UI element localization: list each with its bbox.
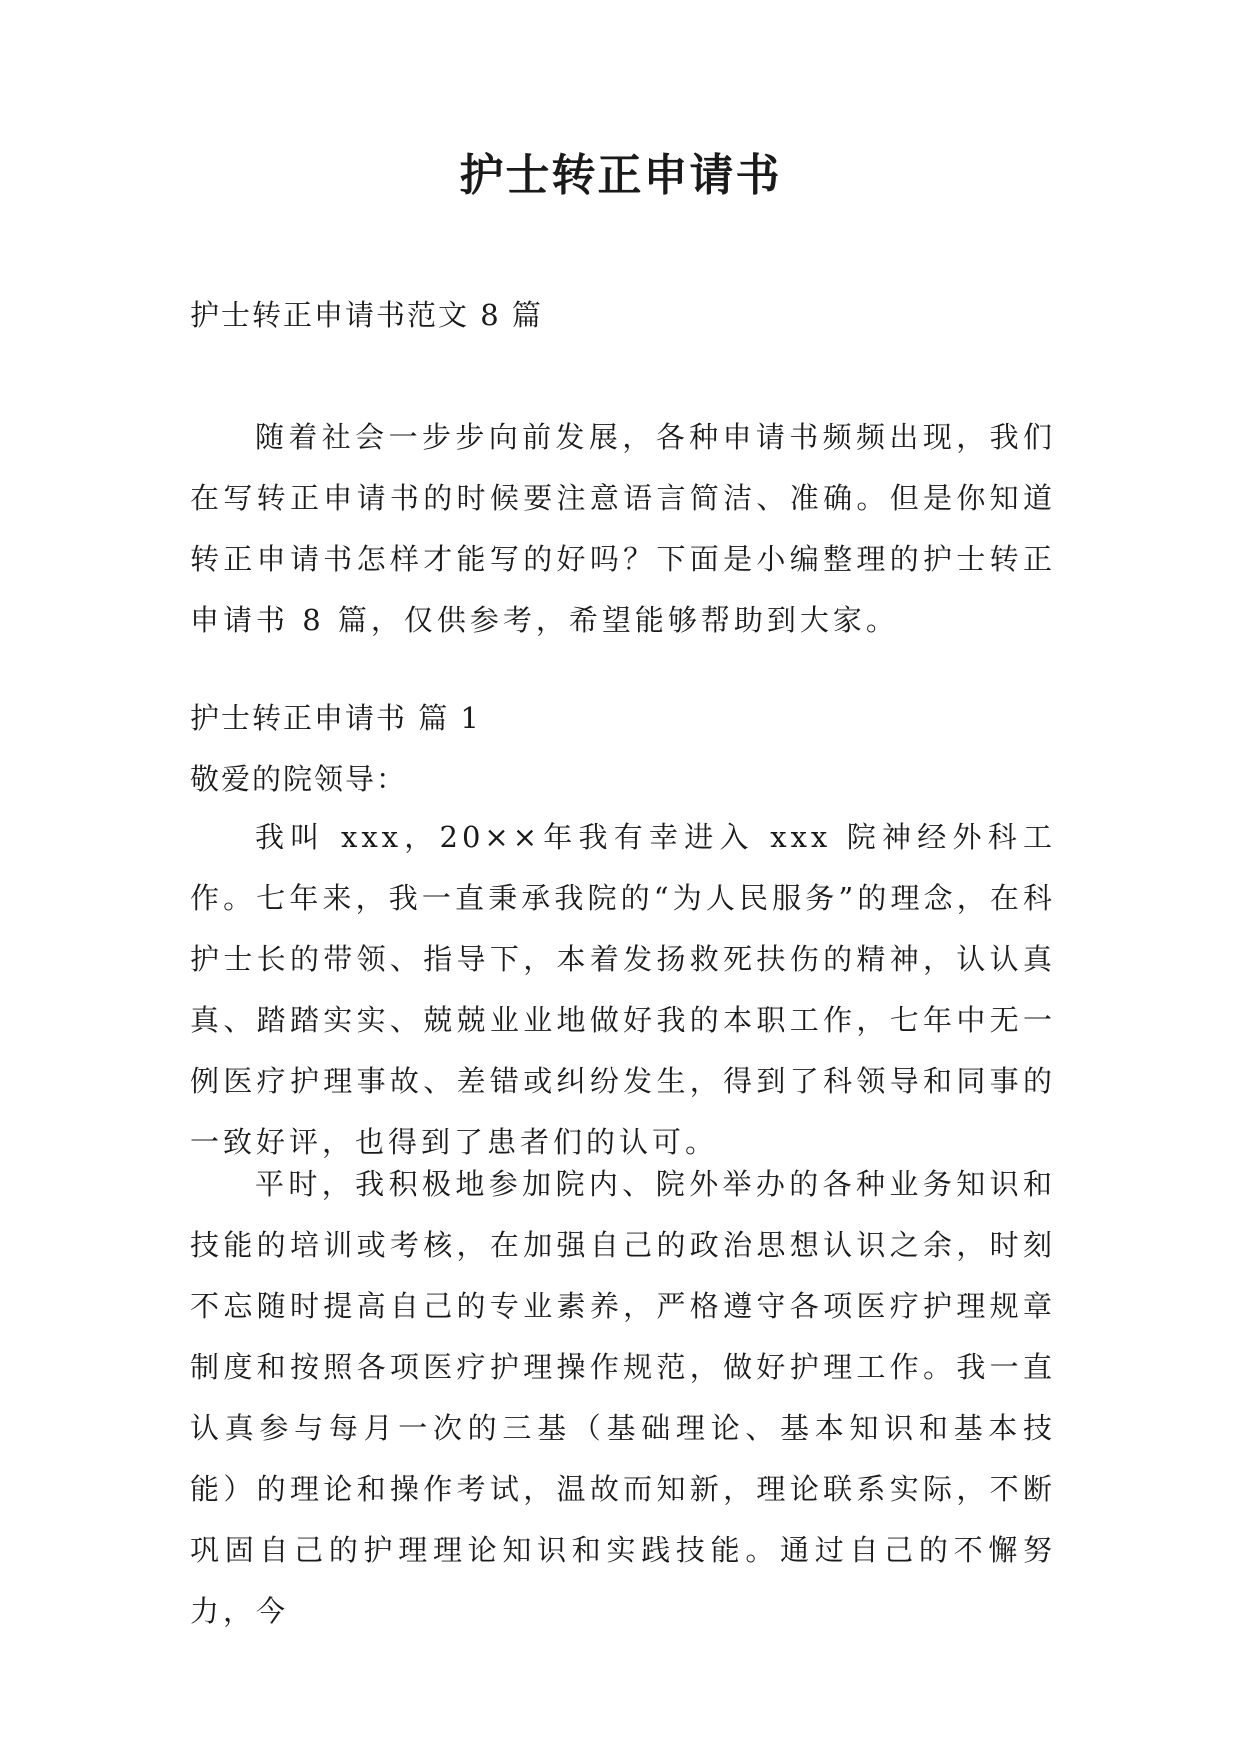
document-subtitle: 护士转正申请书范文 8 篇 xyxy=(190,298,543,332)
intro-paragraph: 随着社会一步步向前发展，各种申请书频频出现，我们在写转正申请书的时候要注意语言简洁、准确。但是你知道转正申请书怎样才能写的好吗？下面是小编整理的护士转正申请书 8 篇，仅供参考，希望能够帮助到大家。 xyxy=(190,420,1056,637)
document-title: 护士转正申请书 xyxy=(459,150,782,201)
body-paragraph: 平时，我积极地参加院内、院外举办的各种业务知识和技能的培训或考核，在加强自己的政治思想认识之余，时刻不忘随时提高自己的专业素养，严格遵守各项医疗护理规章制度和按照各项医疗护理操作规范，做好护理工作。我一直认真参与每月一次的三基（基础理论、基本知识和基本技能）的理论和操作考试，温故而知新，理论联系实际，不断巩固自己的护理理论知识和实践技能。通过自己的不懈努力，今 xyxy=(190,1167,1056,1628)
section-heading: 护士转正申请书 篇 1 xyxy=(190,701,481,735)
body-paragraph: 我叫 xxx，20××年我有幸进入 xxx 院神经外科工作。七年来，我一直秉承我院的“为人民服务”的理念，在科护士长的带领、指导下，本着发扬救死扶伤的精神，认认真真、踏踏实实、兢兢业业地做好我的本职工作，七年中无一例医疗护理事故、差错或纠纷发生，得到了科领导和同事的一致好评，也得到了患者们的认可。 xyxy=(190,820,1056,1159)
salutation: 敬爱的院领导： xyxy=(190,762,408,796)
